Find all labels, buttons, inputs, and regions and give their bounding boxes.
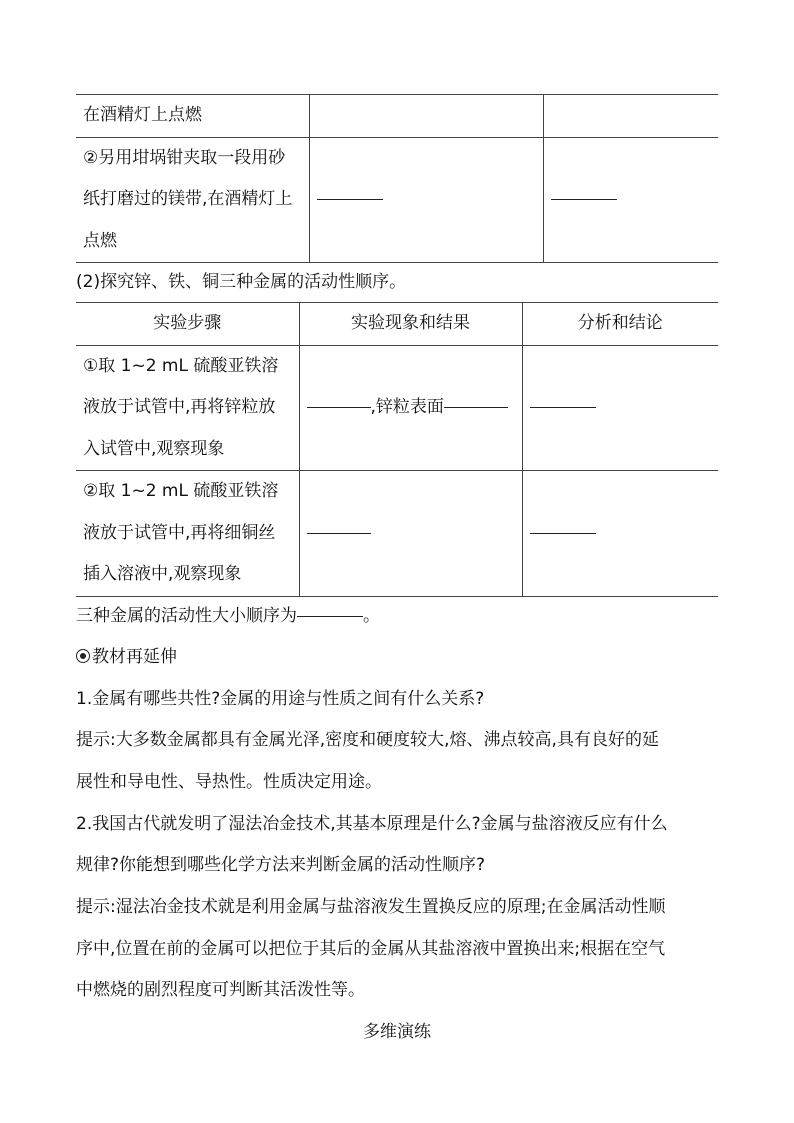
answer-2-line-1: 提示:湿法冶金技术就是利用金属与盐溶液发生置换反应的原理;在金属活动性顺 — [76, 897, 666, 917]
phenomenon-cell — [299, 471, 522, 597]
table-row — [76, 345, 718, 471]
answer-blank[interactable] — [307, 532, 371, 534]
step-cell: ①取 1~2 mL 硫酸亚铁溶液放于试管中,再将锌粒放入试管中,观察现象 — [76, 345, 299, 471]
question-1: 1.金属有哪些共性?金属的用途与性质之间有什么关系? — [76, 689, 485, 709]
phenomenon-text: ,锌粒表面 — [370, 397, 444, 417]
section-heading: (2)探究锌、铁、铜三种金属的活动性顺序。 — [76, 272, 407, 292]
table-row — [76, 95, 718, 138]
experiment-table-2 — [76, 302, 718, 597]
phenomenon-cell — [309, 95, 543, 138]
phenomenon-cell — [309, 137, 543, 263]
table-row — [76, 471, 718, 597]
experiment-table-1 — [76, 94, 718, 263]
answer-blank[interactable] — [317, 198, 383, 200]
step-cell: ②另用坩埚钳夹取一段用砂纸打磨过的镁带,在酒精灯上点燃 — [76, 137, 309, 263]
conclusion-cell — [543, 95, 718, 138]
extension-heading: 教材再延伸 — [92, 647, 177, 667]
table-header-row — [76, 303, 718, 346]
conclusion-cell — [543, 137, 718, 263]
answer-blank[interactable] — [444, 406, 508, 408]
answer-2-line-2: 序中,位置在前的金属可以把位于其后的金属从其盐溶液中置换出来;根据在空气 — [76, 939, 666, 959]
extension-heading-line — [76, 637, 718, 679]
answer-2-line-3: 中燃烧的剧烈程度可判断其活泼性等。 — [76, 980, 365, 1000]
column-header: 实验步骤 — [76, 303, 299, 346]
answer-blank[interactable] — [297, 615, 363, 617]
answer-blank[interactable] — [307, 406, 371, 408]
step-cell: ②取 1~2 mL 硫酸亚铁溶液放于试管中,再将细铜丝插入溶液中,观察现象 — [76, 471, 299, 597]
question-2-line-1: 2.我国古代就发明了湿法冶金技术,其基本原理是什么?金属与盐溶液反应有什么 — [76, 814, 668, 834]
activity-order-text: 三种金属的活动性大小顺序为 — [76, 606, 297, 626]
target-bullet-icon — [76, 649, 90, 663]
step-cell: 在酒精灯上点燃 — [76, 95, 309, 138]
answer-blank[interactable] — [530, 532, 596, 534]
column-header: 分析和结论 — [522, 303, 718, 346]
answer-blank[interactable] — [530, 406, 596, 408]
conclusion-cell — [522, 345, 718, 471]
table-row — [76, 137, 718, 263]
conclusion-cell — [522, 471, 718, 597]
answer-blank[interactable] — [551, 198, 617, 200]
period-text: 。 — [363, 606, 380, 626]
column-header: 实验现象和结果 — [299, 303, 522, 346]
section-footer-heading: 多维演练 — [363, 1022, 431, 1042]
activity-order-line — [76, 596, 718, 638]
question-2-line-2: 规律?你能想到哪些化学方法来判断金属的活动性顺序? — [76, 855, 486, 875]
phenomenon-cell — [299, 345, 522, 471]
answer-1-line-2: 展性和导电性、导热性。性质决定用途。 — [76, 772, 382, 792]
answer-1-line-1: 提示:大多数金属都具有金属光泽,密度和硬度较大,熔、沸点较高,具有良好的延 — [76, 730, 659, 750]
